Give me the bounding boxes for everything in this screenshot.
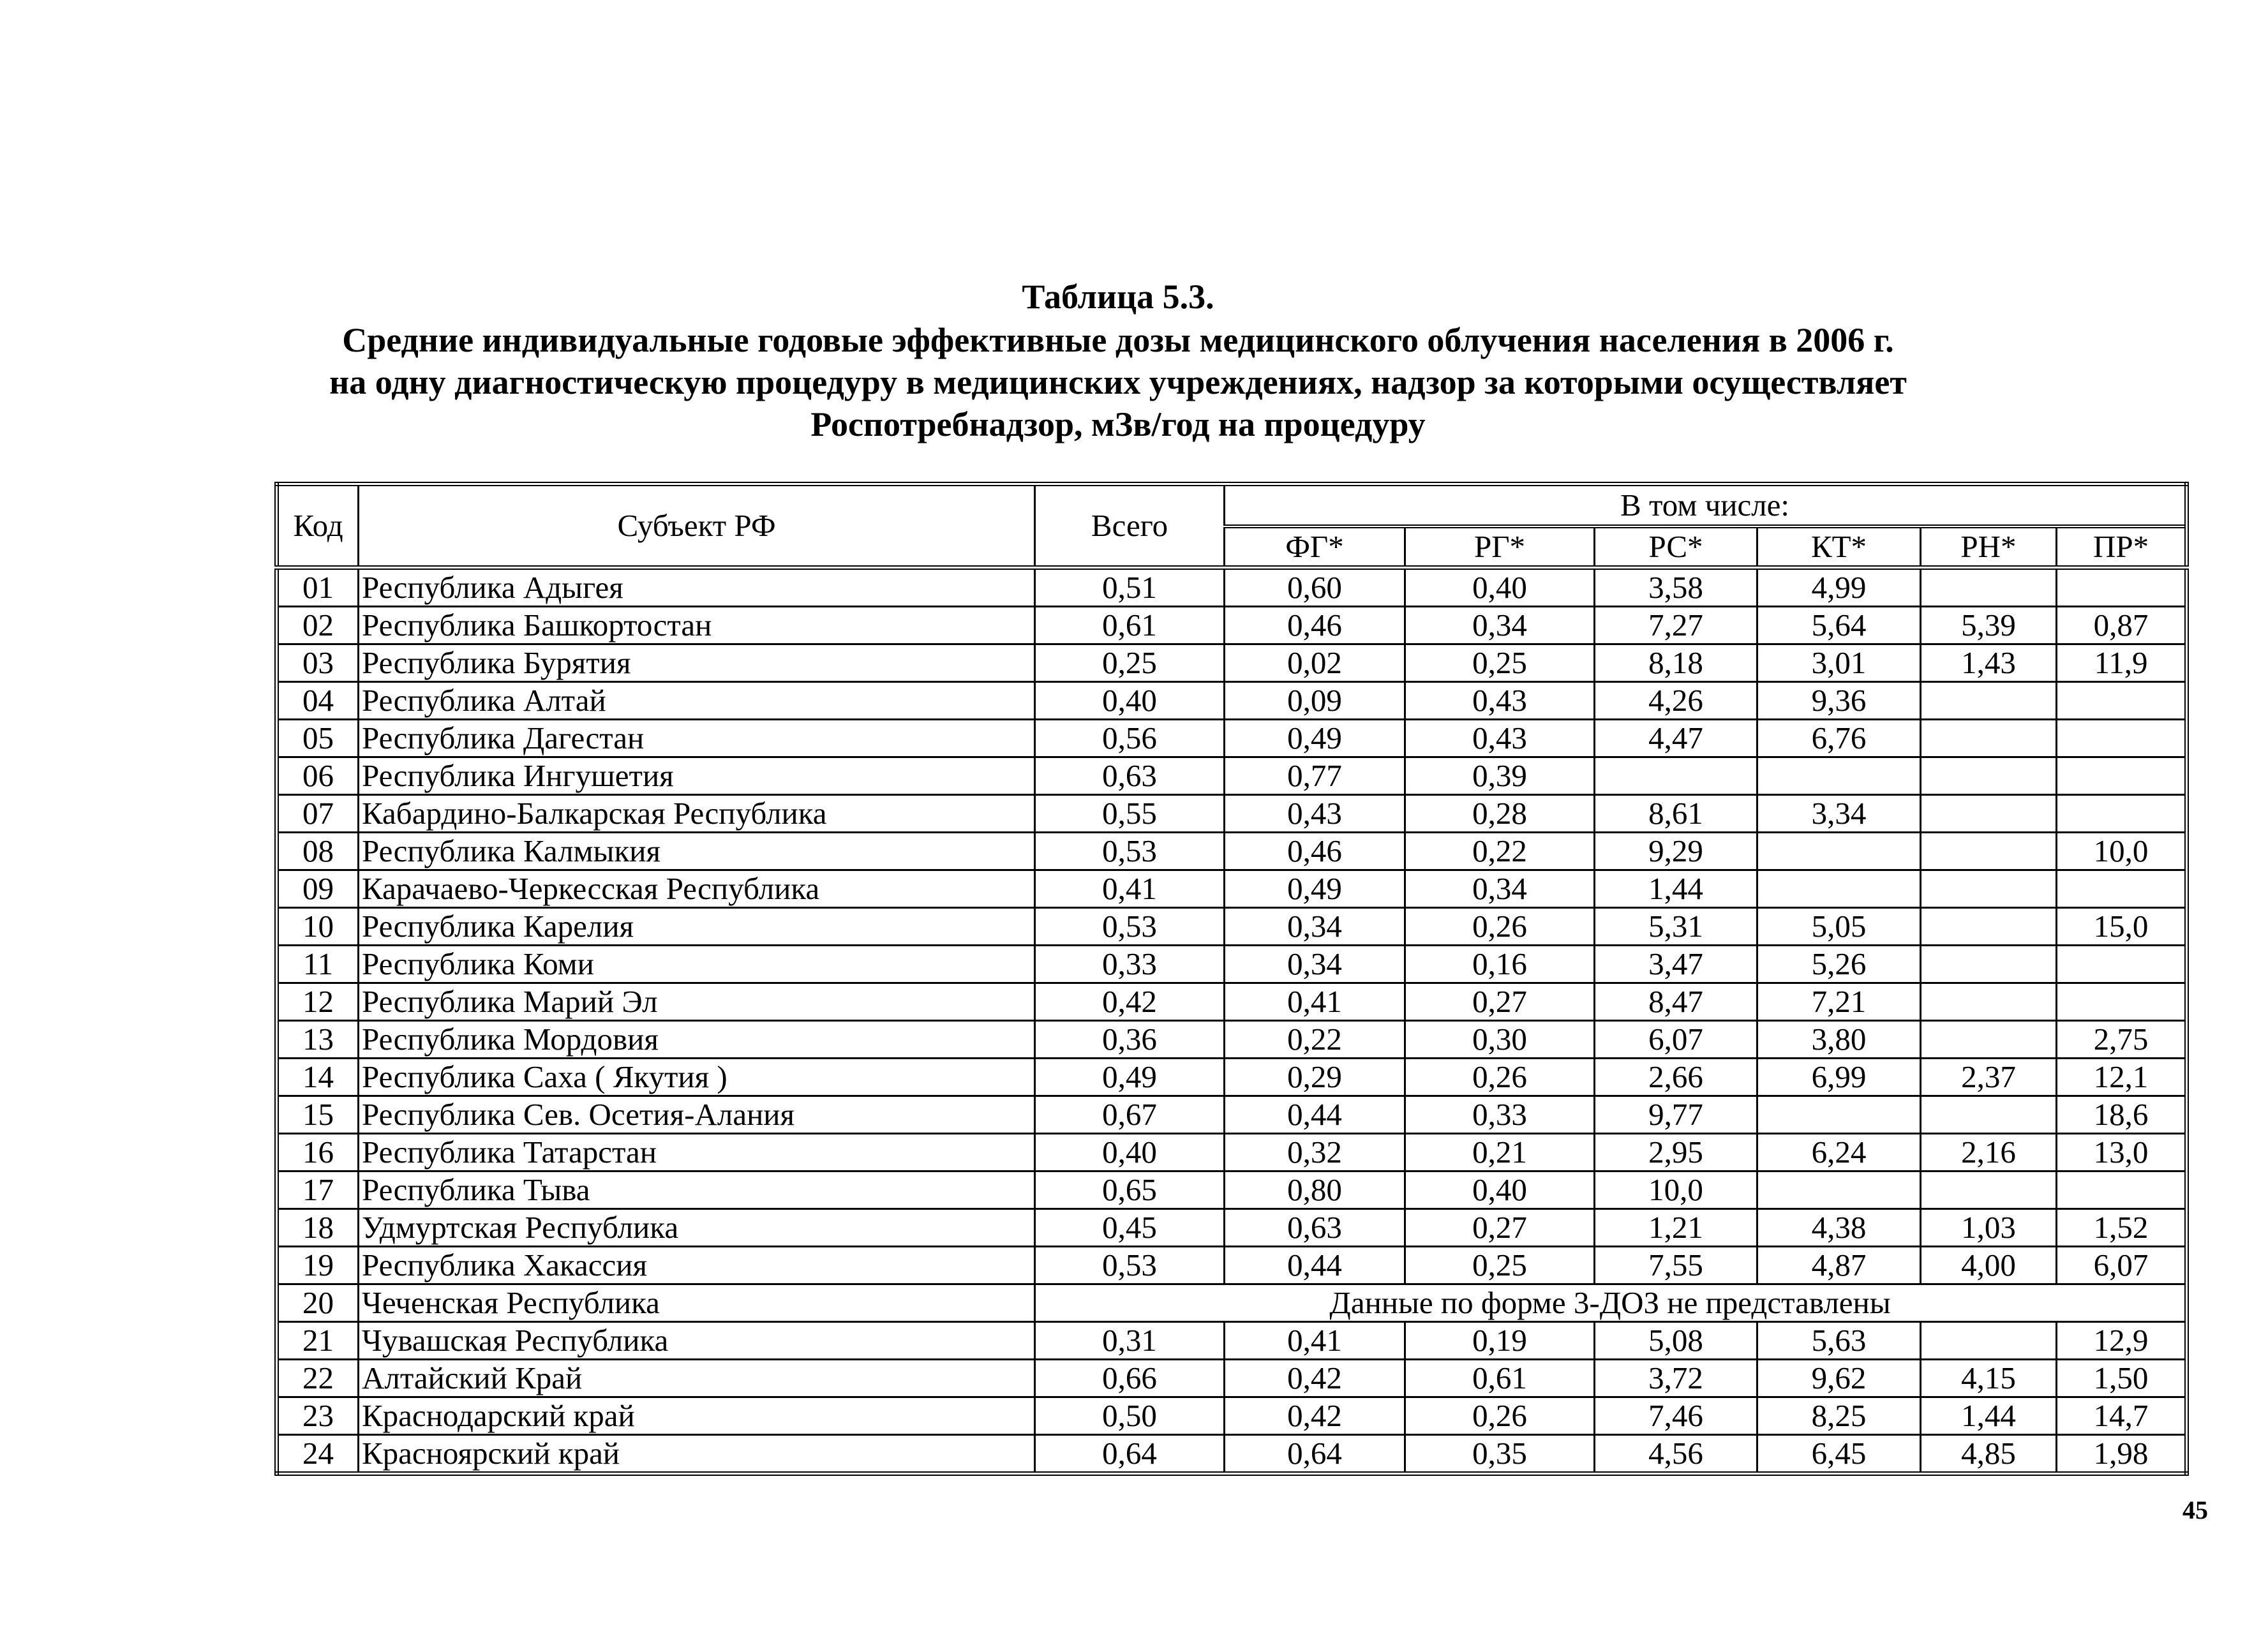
cell-rg: 0,34 <box>1405 607 1595 644</box>
cell-rg: 0,26 <box>1405 1397 1595 1435</box>
cell-code: 22 <box>277 1360 359 1397</box>
cell-pr: 12,9 <box>2057 1322 2187 1360</box>
cell-rg: 0,22 <box>1405 833 1595 870</box>
cell-rs: 1,21 <box>1595 1209 1757 1247</box>
cell-fg: 0,44 <box>1225 1096 1405 1134</box>
table-row <box>277 644 2187 682</box>
cell-no-data-note: Данные по форме 3-ДОЗ не представлены <box>1035 1284 2187 1322</box>
cell-rs: 10,0 <box>1595 1171 1757 1209</box>
cell-kt <box>1757 757 1921 795</box>
cell-rn: 4,85 <box>1921 1435 2057 1474</box>
cell-code: 16 <box>277 1134 359 1171</box>
cell-fg: 0,09 <box>1225 682 1405 720</box>
cell-kt: 6,76 <box>1757 720 1921 757</box>
cell-pr: 18,6 <box>2057 1096 2187 1134</box>
table-row <box>277 1360 2187 1397</box>
cell-pr: 14,7 <box>2057 1397 2187 1435</box>
cell-pr: 10,0 <box>2057 833 2187 870</box>
cell-kt: 3,80 <box>1757 1021 1921 1059</box>
cell-code: 23 <box>277 1397 359 1435</box>
table-row <box>277 1284 2187 1322</box>
cell-rg: 0,16 <box>1405 946 1595 983</box>
cell-fg: 0,80 <box>1225 1171 1405 1209</box>
table-row <box>277 1322 2187 1360</box>
cell-fg: 0,42 <box>1225 1360 1405 1397</box>
cell-kt: 6,45 <box>1757 1435 1921 1474</box>
cell-rg: 0,19 <box>1405 1322 1595 1360</box>
cell-rn <box>1921 795 2057 833</box>
cell-pr <box>2057 682 2187 720</box>
cell-code: 06 <box>277 757 359 795</box>
cell-rn <box>1921 1171 2057 1209</box>
cell-kt: 4,99 <box>1757 568 1921 607</box>
cell-rg: 0,35 <box>1405 1435 1595 1474</box>
table-row <box>277 795 2187 833</box>
cell-fg: 0,43 <box>1225 795 1405 833</box>
cell-subject: Кабардино-Балкарская Республика <box>359 795 1035 833</box>
cell-code: 08 <box>277 833 359 870</box>
cell-rs: 9,29 <box>1595 833 1757 870</box>
table-row <box>277 983 2187 1021</box>
cell-fg: 0,49 <box>1225 720 1405 757</box>
cell-rs: 4,26 <box>1595 682 1757 720</box>
cell-subject: Республика Марий Эл <box>359 983 1035 1021</box>
header-rs: РС* <box>1595 526 1757 568</box>
cell-rn: 4,00 <box>1921 1247 2057 1284</box>
cell-rs: 1,44 <box>1595 870 1757 908</box>
cell-rs: 2,66 <box>1595 1059 1757 1096</box>
cell-rn <box>1921 908 2057 946</box>
cell-rn <box>1921 1021 2057 1059</box>
table-row <box>277 908 2187 946</box>
cell-pr: 1,50 <box>2057 1360 2187 1397</box>
table-title-line-1: Средние индивидуальные годовые эффективные дозы медицинского облучения населения в 2006 г. <box>342 321 1894 359</box>
cell-pr: 12,1 <box>2057 1059 2187 1096</box>
cell-pr: 11,9 <box>2057 644 2187 682</box>
cell-rs: 7,55 <box>1595 1247 1757 1284</box>
cell-fg: 0,60 <box>1225 568 1405 607</box>
cell-fg: 0,34 <box>1225 908 1405 946</box>
cell-rg: 0,26 <box>1405 908 1595 946</box>
cell-pr <box>2057 983 2187 1021</box>
header-kt: КТ* <box>1757 526 1921 568</box>
cell-subject: Республика Хакассия <box>359 1247 1035 1284</box>
cell-code: 20 <box>277 1284 359 1322</box>
cell-fg: 0,34 <box>1225 946 1405 983</box>
cell-subject: Удмуртская Республика <box>359 1209 1035 1247</box>
cell-fg: 0,41 <box>1225 1322 1405 1360</box>
cell-total: 0,56 <box>1035 720 1225 757</box>
header-rg: РГ* <box>1405 526 1595 568</box>
cell-rg: 0,26 <box>1405 1059 1595 1096</box>
cell-rg: 0,34 <box>1405 870 1595 908</box>
cell-pr: 2,75 <box>2057 1021 2187 1059</box>
cell-total: 0,66 <box>1035 1360 1225 1397</box>
cell-kt: 5,05 <box>1757 908 1921 946</box>
cell-rg: 0,21 <box>1405 1134 1595 1171</box>
cell-total: 0,53 <box>1035 833 1225 870</box>
cell-code: 01 <box>277 568 359 607</box>
cell-kt <box>1757 833 1921 870</box>
cell-code: 18 <box>277 1209 359 1247</box>
cell-rs: 4,56 <box>1595 1435 1757 1474</box>
cell-rs: 5,08 <box>1595 1322 1757 1360</box>
cell-rn: 2,16 <box>1921 1134 2057 1171</box>
table-row <box>277 1397 2187 1435</box>
cell-total: 0,33 <box>1035 946 1225 983</box>
header-total: Всего <box>1035 484 1225 568</box>
cell-rg: 0,27 <box>1405 1209 1595 1247</box>
cell-kt: 9,62 <box>1757 1360 1921 1397</box>
cell-pr: 13,0 <box>2057 1134 2187 1171</box>
cell-rs: 3,47 <box>1595 946 1757 983</box>
cell-rn <box>1921 833 2057 870</box>
cell-rs: 8,47 <box>1595 983 1757 1021</box>
cell-code: 04 <box>277 682 359 720</box>
table-row <box>277 682 2187 720</box>
cell-rg: 0,43 <box>1405 682 1595 720</box>
cell-subject: Алтайский Край <box>359 1360 1035 1397</box>
cell-kt: 8,25 <box>1757 1397 1921 1435</box>
cell-rs: 2,95 <box>1595 1134 1757 1171</box>
table-row <box>277 757 2187 795</box>
cell-total: 0,49 <box>1035 1059 1225 1096</box>
table-row <box>277 1247 2187 1284</box>
table-row <box>277 833 2187 870</box>
cell-fg: 0,46 <box>1225 833 1405 870</box>
cell-code: 15 <box>277 1096 359 1134</box>
cell-rs: 7,27 <box>1595 607 1757 644</box>
cell-fg: 0,77 <box>1225 757 1405 795</box>
cell-rs <box>1595 757 1757 795</box>
cell-rs: 6,07 <box>1595 1021 1757 1059</box>
cell-kt: 3,01 <box>1757 644 1921 682</box>
cell-subject: Республика Дагестан <box>359 720 1035 757</box>
cell-pr <box>2057 795 2187 833</box>
cell-rs: 7,46 <box>1595 1397 1757 1435</box>
cell-fg: 0,44 <box>1225 1247 1405 1284</box>
cell-code: 02 <box>277 607 359 644</box>
cell-kt <box>1757 1171 1921 1209</box>
cell-subject: Карачаево-Черкесская Республика <box>359 870 1035 908</box>
cell-kt <box>1757 1096 1921 1134</box>
cell-kt: 5,64 <box>1757 607 1921 644</box>
cell-total: 0,25 <box>1035 644 1225 682</box>
cell-rs: 3,72 <box>1595 1360 1757 1397</box>
cell-rn: 4,15 <box>1921 1360 2057 1397</box>
cell-rn <box>1921 568 2057 607</box>
cell-code: 19 <box>277 1247 359 1284</box>
cell-fg: 0,32 <box>1225 1134 1405 1171</box>
cell-kt <box>1757 870 1921 908</box>
cell-rs: 8,18 <box>1595 644 1757 682</box>
cell-subject: Республика Карелия <box>359 908 1035 946</box>
cell-rs: 3,58 <box>1595 568 1757 607</box>
cell-code: 03 <box>277 644 359 682</box>
cell-subject: Чеченская Республика <box>359 1284 1035 1322</box>
cell-rg: 0,27 <box>1405 983 1595 1021</box>
table-header <box>277 484 2187 568</box>
table-body <box>277 568 2187 1474</box>
cell-subject: Республика Ингушетия <box>359 757 1035 795</box>
cell-pr: 6,07 <box>2057 1247 2187 1284</box>
cell-fg: 0,63 <box>1225 1209 1405 1247</box>
cell-rn <box>1921 682 2057 720</box>
cell-rs: 8,61 <box>1595 795 1757 833</box>
cell-pr <box>2057 720 2187 757</box>
cell-subject: Республика Адыгея <box>359 568 1035 607</box>
cell-fg: 0,29 <box>1225 1059 1405 1096</box>
table-row <box>277 1059 2187 1096</box>
cell-rg: 0,39 <box>1405 757 1595 795</box>
header-group-including: В том числе: <box>1225 484 2187 527</box>
table-row <box>277 720 2187 757</box>
cell-code: 21 <box>277 1322 359 1360</box>
cell-subject: Республика Мордовия <box>359 1021 1035 1059</box>
cell-kt: 4,38 <box>1757 1209 1921 1247</box>
cell-rn: 1,43 <box>1921 644 2057 682</box>
table-row <box>277 1134 2187 1171</box>
cell-subject: Красноярский край <box>359 1435 1035 1474</box>
cell-fg: 0,41 <box>1225 983 1405 1021</box>
cell-kt: 3,34 <box>1757 795 1921 833</box>
cell-rg: 0,43 <box>1405 720 1595 757</box>
cell-code: 11 <box>277 946 359 983</box>
cell-subject: Республика Алтай <box>359 682 1035 720</box>
cell-pr <box>2057 946 2187 983</box>
table-number-label: Таблица 5.3. <box>1022 278 1214 316</box>
cell-rn <box>1921 870 2057 908</box>
cell-kt: 7,21 <box>1757 983 1921 1021</box>
cell-pr <box>2057 1171 2187 1209</box>
cell-code: 07 <box>277 795 359 833</box>
cell-rn: 5,39 <box>1921 607 2057 644</box>
cell-rs: 9,77 <box>1595 1096 1757 1134</box>
cell-pr: 15,0 <box>2057 908 2187 946</box>
cell-rg: 0,33 <box>1405 1096 1595 1134</box>
cell-fg: 0,49 <box>1225 870 1405 908</box>
cell-kt: 9,36 <box>1757 682 1921 720</box>
table-row <box>277 607 2187 644</box>
cell-fg: 0,46 <box>1225 607 1405 644</box>
table-title-line-3: Роспотребнадзор, мЗв/год на процедуру <box>810 405 1426 443</box>
cell-rg: 0,25 <box>1405 644 1595 682</box>
cell-code: 14 <box>277 1059 359 1096</box>
cell-kt: 5,63 <box>1757 1322 1921 1360</box>
cell-subject: Республика Татарстан <box>359 1134 1035 1171</box>
cell-subject: Чувашская Республика <box>359 1322 1035 1360</box>
cell-rg: 0,61 <box>1405 1360 1595 1397</box>
cell-rn <box>1921 946 2057 983</box>
cell-total: 0,40 <box>1035 682 1225 720</box>
cell-rg: 0,28 <box>1405 795 1595 833</box>
cell-pr <box>2057 870 2187 908</box>
cell-rg: 0,40 <box>1405 568 1595 607</box>
cell-subject: Краснодарский край <box>359 1397 1035 1435</box>
cell-rn: 1,44 <box>1921 1397 2057 1435</box>
cell-total: 0,51 <box>1035 568 1225 607</box>
cell-kt: 5,26 <box>1757 946 1921 983</box>
cell-pr: 1,52 <box>2057 1209 2187 1247</box>
cell-rg: 0,40 <box>1405 1171 1595 1209</box>
cell-code: 17 <box>277 1171 359 1209</box>
header-subject: Субъект РФ <box>359 484 1035 568</box>
cell-subject: Республика Коми <box>359 946 1035 983</box>
cell-fg: 0,02 <box>1225 644 1405 682</box>
header-pr: ПР* <box>2057 526 2187 568</box>
cell-code: 13 <box>277 1021 359 1059</box>
table-row <box>277 1096 2187 1134</box>
cell-rn <box>1921 1096 2057 1134</box>
cell-total: 0,61 <box>1035 607 1225 644</box>
dose-table <box>274 482 2189 1476</box>
cell-rn: 1,03 <box>1921 1209 2057 1247</box>
table-row <box>277 1209 2187 1247</box>
cell-kt: 6,99 <box>1757 1059 1921 1096</box>
cell-rn <box>1921 983 2057 1021</box>
cell-fg: 0,64 <box>1225 1435 1405 1474</box>
cell-pr: 0,87 <box>2057 607 2187 644</box>
cell-total: 0,53 <box>1035 1247 1225 1284</box>
cell-code: 05 <box>277 720 359 757</box>
cell-kt: 6,24 <box>1757 1134 1921 1171</box>
table-row <box>277 568 2187 607</box>
cell-rn <box>1921 1322 2057 1360</box>
table-row <box>277 946 2187 983</box>
cell-subject: Республика Тыва <box>359 1171 1035 1209</box>
cell-rn <box>1921 720 2057 757</box>
cell-rs: 5,31 <box>1595 908 1757 946</box>
cell-total: 0,53 <box>1035 908 1225 946</box>
cell-fg: 0,22 <box>1225 1021 1405 1059</box>
cell-total: 0,36 <box>1035 1021 1225 1059</box>
table-row <box>277 1021 2187 1059</box>
header-rn: РН* <box>1921 526 2057 568</box>
cell-subject: Республика Сев. Осетия-Алания <box>359 1096 1035 1134</box>
cell-rn: 2,37 <box>1921 1059 2057 1096</box>
cell-total: 0,50 <box>1035 1397 1225 1435</box>
table-row <box>277 1171 2187 1209</box>
cell-total: 0,65 <box>1035 1171 1225 1209</box>
header-code: Код <box>277 484 359 568</box>
cell-subject: Республика Калмыкия <box>359 833 1035 870</box>
cell-total: 0,31 <box>1035 1322 1225 1360</box>
cell-pr: 1,98 <box>2057 1435 2187 1474</box>
table-row <box>277 870 2187 908</box>
cell-total: 0,41 <box>1035 870 1225 908</box>
cell-code: 09 <box>277 870 359 908</box>
cell-total: 0,42 <box>1035 983 1225 1021</box>
cell-total: 0,45 <box>1035 1209 1225 1247</box>
cell-rg: 0,30 <box>1405 1021 1595 1059</box>
page-number: 45 <box>2182 1496 2208 1524</box>
table-row <box>277 1435 2187 1474</box>
cell-kt: 4,87 <box>1757 1247 1921 1284</box>
cell-code: 10 <box>277 908 359 946</box>
cell-subject: Республика Саха ( Якутия ) <box>359 1059 1035 1096</box>
cell-rs: 4,47 <box>1595 720 1757 757</box>
cell-fg: 0,42 <box>1225 1397 1405 1435</box>
cell-total: 0,63 <box>1035 757 1225 795</box>
cell-subject: Республика Бурятия <box>359 644 1035 682</box>
cell-rn <box>1921 757 2057 795</box>
cell-total: 0,67 <box>1035 1096 1225 1134</box>
cell-rg: 0,25 <box>1405 1247 1595 1284</box>
cell-code: 12 <box>277 983 359 1021</box>
cell-total: 0,64 <box>1035 1435 1225 1474</box>
cell-code: 24 <box>277 1435 359 1474</box>
table-title-line-2: на одну диагностическую процедуру в медицинских учреждениях, надзор за которыми осуществляет <box>329 363 1907 401</box>
cell-total: 0,55 <box>1035 795 1225 833</box>
cell-pr <box>2057 568 2187 607</box>
header-fg: ФГ* <box>1225 526 1405 568</box>
cell-subject: Республика Башкортостан <box>359 607 1035 644</box>
cell-total: 0,40 <box>1035 1134 1225 1171</box>
cell-pr <box>2057 757 2187 795</box>
